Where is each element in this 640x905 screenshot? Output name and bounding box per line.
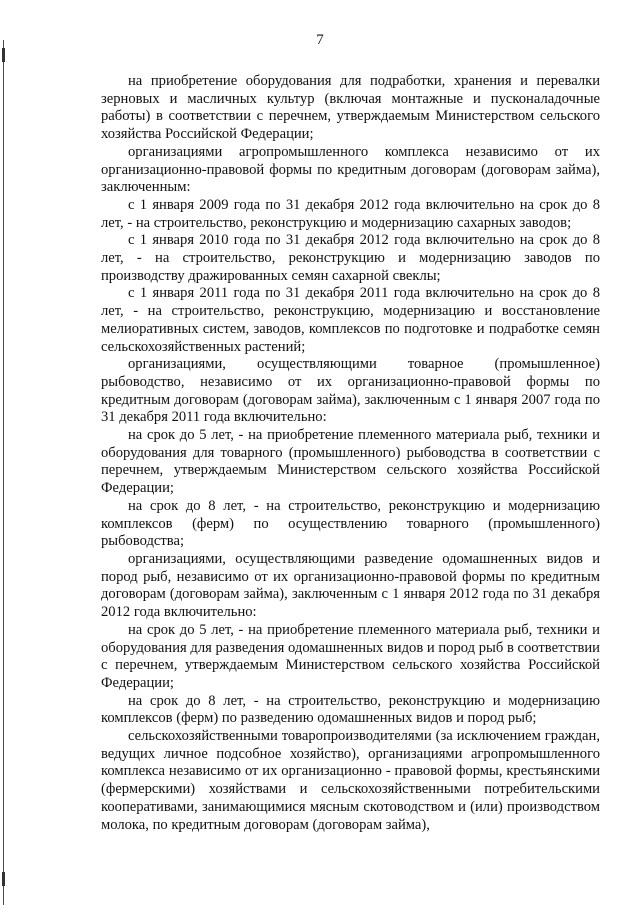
paragraph: на срок до 5 лет, - на приобретение племенного материала рыб, техники и оборудования для товарного (промышленного) рыбоводства в соответствии с перечнем, утверждаемым Министерством сельского хозяйства Российской Федерации; — [101, 427, 600, 497]
scan-border-mark — [2, 48, 5, 62]
paragraph: с 1 января 2011 года по 31 декабря 2011 года включительно на срок до 8 лет, - на строительство, реконструкцию, модернизацию и восстановление мелиоративных систем, заводов, комплексов по подготовке и подработке семян сельскохозяйственных растений; — [101, 285, 600, 355]
paragraph: организациями, осуществляющими разведение одомашненных видов и пород рыб, независимо от их организационно-правовой формы по кредитным договорам (договорам займа), заключенным с 1 января 2012 года по 31 декабря 2012 года включительно: — [101, 550, 600, 621]
scan-border-mark — [2, 872, 5, 886]
paragraph: сельскохозяйственными товаропроизводителями (за исключением граждан, ведущих личное подсобное хозяйство), организациями агропромышленного комплекса независимо от их организационно - правовой формы, крестьянскими (фермерскими) хозяйствами и сельскохозяйственными потребительскими кооперативами, занимающимися мясным скотоводством и (или) производством молока, по кредитным договорам (договорам займа), — [101, 728, 600, 833]
paragraph: на срок до 5 лет, - на приобретение племенного материала рыб, техники и оборудования для разведения одомашненных видов и пород рыб в соответствии с перечнем, утверждаемым Министерством сельского хозяйства Российской Федерации; — [101, 621, 600, 691]
paragraph: на срок до 8 лет, - на строительство, реконструкцию и модернизацию комплексов (ферм) по осуществлению товарного (промышленного) рыбоводства; — [101, 497, 600, 550]
paragraph: на срок до 8 лет, - на строительство, реконструкцию и модернизацию комплексов (ферм) по разведению одомашненных видов и пород рыб; — [101, 692, 600, 727]
paragraph: с 1 января 2009 года по 31 декабря 2012 года включительно на срок до 8 лет, - на строительство, реконструкцию и модернизацию сахарных заводов; — [101, 196, 600, 231]
document-body — [101, 73, 600, 834]
scan-border-line — [3, 40, 4, 905]
paragraph: с 1 января 2010 года по 31 декабря 2012 года включительно на срок до 8 лет, - на строительство, реконструкцию и модернизацию заводов по производству дражированных семян сахарной свеклы; — [101, 232, 600, 284]
page-number: 7 — [316, 32, 324, 48]
paragraph: на приобретение оборудования для подработки, хранения и перевалки зерновых и масличных культур (включая монтажные и пусконаладочные работы) в соответствии с перечнем, утверждаемым Министерством сельского хозяйства Российской Федерации; — [101, 73, 600, 143]
paragraph: организациями, осуществляющими товарное (промышленное) рыбоводство, независимо от их организационно-правовой формы по кредитным договорам (договорам займа), заключенным с 1 января 2007 года по 31 декабря 2011 года включительно: — [101, 356, 600, 426]
paragraph: организациями агропромышленного комплекса независимо от их организационно-правовой формы по кредитным договорам (договорам займа), заключенным: — [101, 143, 600, 196]
